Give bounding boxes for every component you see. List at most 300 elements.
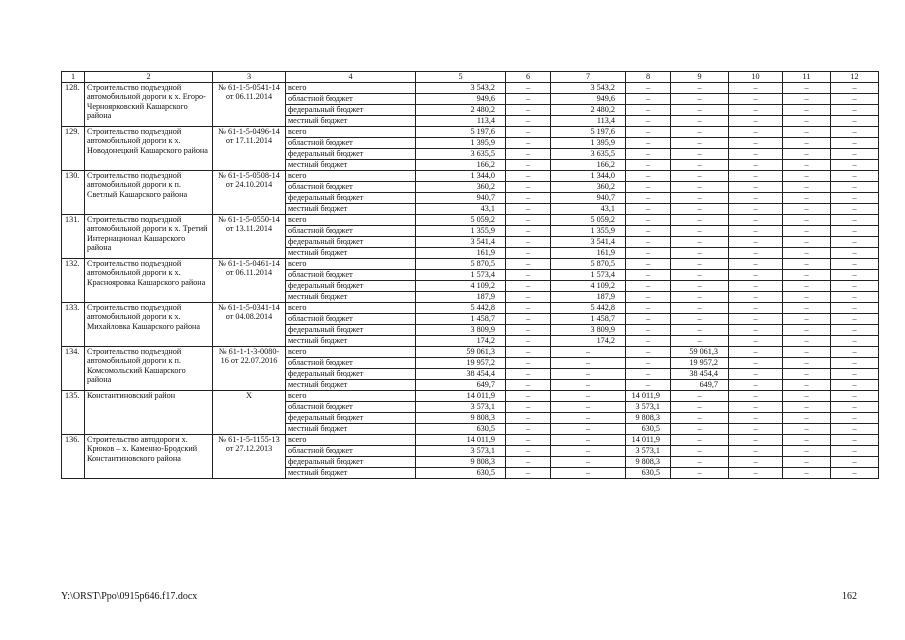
value-cell: 3 809,9 [551, 324, 626, 335]
object-name: Строительство автодороги х. Крюков – х. Каменно-Бродский Константиновского района [85, 434, 213, 478]
value-cell: – [783, 192, 831, 203]
value-cell: 949,6 [416, 93, 506, 104]
value-cell: – [626, 203, 671, 214]
value-cell: – [831, 335, 879, 346]
value-cell: – [783, 423, 831, 434]
value-cell: – [729, 467, 783, 478]
row-number: 132. [62, 258, 85, 302]
column-header-3: 3 [213, 72, 286, 83]
value-cell: – [506, 346, 551, 357]
value-cell: – [626, 247, 671, 258]
value-cell: – [626, 93, 671, 104]
value-cell: – [506, 302, 551, 313]
column-header-5: 5 [416, 72, 506, 83]
footer-file-path: Y:\ORST\Ppo\0915p646.f17.docx [61, 591, 198, 602]
value-cell: – [783, 170, 831, 181]
value-cell: – [729, 313, 783, 324]
value-cell: – [729, 225, 783, 236]
value-cell: – [783, 368, 831, 379]
value-cell: – [729, 115, 783, 126]
value-cell: – [783, 280, 831, 291]
value-cell: 5 870,5 [551, 258, 626, 269]
value-cell: 9 808,3 [626, 456, 671, 467]
value-cell: 360,2 [416, 181, 506, 192]
value-cell: 9 808,3 [416, 412, 506, 423]
value-cell: – [783, 467, 831, 478]
value-cell: 43,1 [416, 203, 506, 214]
value-cell: 3 543,2 [416, 82, 506, 93]
value-cell: – [783, 126, 831, 137]
value-cell: – [551, 379, 626, 390]
value-cell: – [729, 401, 783, 412]
value-cell: – [831, 82, 879, 93]
value-cell: – [783, 445, 831, 456]
row-number: 135. [62, 390, 85, 434]
funding-source-label: областной бюджет [286, 225, 416, 236]
funding-source-label: всего [286, 434, 416, 445]
value-cell: – [783, 269, 831, 280]
value-cell: 630,5 [416, 467, 506, 478]
value-cell: – [831, 170, 879, 181]
value-cell: 1 458,7 [551, 313, 626, 324]
value-cell: 187,9 [416, 291, 506, 302]
value-cell: 4 109,2 [551, 280, 626, 291]
value-cell: – [671, 423, 729, 434]
value-cell: – [671, 324, 729, 335]
value-cell: – [626, 104, 671, 115]
value-cell: – [783, 335, 831, 346]
value-cell: – [729, 203, 783, 214]
value-cell: – [626, 368, 671, 379]
table-row [62, 126, 879, 137]
value-cell: 1 395,9 [551, 137, 626, 148]
value-cell: 3 635,5 [416, 148, 506, 159]
value-cell: – [729, 214, 783, 225]
row-number: 130. [62, 170, 85, 214]
value-cell: – [831, 126, 879, 137]
value-cell: – [831, 423, 879, 434]
value-cell: 5 870,5 [416, 258, 506, 269]
value-cell: 19 957,2 [671, 357, 729, 368]
value-cell: – [831, 390, 879, 401]
value-cell: – [626, 115, 671, 126]
value-cell: – [671, 192, 729, 203]
value-cell: 3 543,2 [551, 82, 626, 93]
value-cell: – [783, 82, 831, 93]
funding-source-label: областной бюджет [286, 181, 416, 192]
value-cell: – [729, 412, 783, 423]
value-cell: – [671, 456, 729, 467]
value-cell: – [783, 225, 831, 236]
value-cell: – [551, 412, 626, 423]
funding-source-label: областной бюджет [286, 357, 416, 368]
value-cell: – [671, 82, 729, 93]
value-cell: – [626, 170, 671, 181]
value-cell: 940,7 [551, 192, 626, 203]
funding-source-label: всего [286, 302, 416, 313]
value-cell: – [506, 115, 551, 126]
value-cell: – [671, 412, 729, 423]
value-cell: – [671, 126, 729, 137]
value-cell: – [671, 401, 729, 412]
value-cell: – [831, 104, 879, 115]
value-cell: – [729, 269, 783, 280]
funding-source-label: федеральный бюджет [286, 148, 416, 159]
value-cell: 5 442,8 [551, 302, 626, 313]
funding-source-label: федеральный бюджет [286, 368, 416, 379]
object-name: Строительство подъездной автомобильной дороги к х. Краснояровка Кашарского района [85, 258, 213, 302]
funding-source-label: местный бюджет [286, 335, 416, 346]
value-cell: – [783, 247, 831, 258]
value-cell: 59 061,3 [416, 346, 506, 357]
object-name: Константиновский район [85, 390, 213, 434]
value-cell: 174,2 [551, 335, 626, 346]
value-cell: – [729, 280, 783, 291]
value-cell: 113,4 [551, 115, 626, 126]
value-cell: – [626, 346, 671, 357]
value-cell: – [783, 357, 831, 368]
column-header-4: 4 [286, 72, 416, 83]
value-cell: – [783, 148, 831, 159]
table-row [62, 82, 879, 93]
value-cell: – [506, 247, 551, 258]
funding-source-label: местный бюджет [286, 379, 416, 390]
value-cell: 14 011,9 [416, 434, 506, 445]
value-cell: 166,2 [416, 159, 506, 170]
value-cell: – [551, 423, 626, 434]
value-cell: – [671, 280, 729, 291]
value-cell: – [671, 148, 729, 159]
value-cell: – [671, 93, 729, 104]
value-cell: – [729, 247, 783, 258]
object-name: Строительство подъездной автомобильной дороги к х. Третий Интернационал Кашарского района [85, 214, 213, 258]
object-name: Строительство подъездной автомобильной дороги к х. Михайловка Кашарского района [85, 302, 213, 346]
value-cell: – [506, 379, 551, 390]
value-cell: 14 011,9 [416, 390, 506, 401]
value-cell: – [783, 346, 831, 357]
value-cell: – [626, 302, 671, 313]
column-header-12: 12 [831, 72, 879, 83]
funding-source-label: местный бюджет [286, 203, 416, 214]
value-cell: – [783, 258, 831, 269]
value-cell: 187,9 [551, 291, 626, 302]
value-cell: 649,7 [671, 379, 729, 390]
value-cell: – [671, 214, 729, 225]
value-cell: – [551, 357, 626, 368]
funding-source-label: всего [286, 214, 416, 225]
value-cell: – [783, 236, 831, 247]
value-cell: – [671, 203, 729, 214]
value-cell: – [729, 445, 783, 456]
value-cell: 5 197,6 [416, 126, 506, 137]
funding-source-label: федеральный бюджет [286, 456, 416, 467]
value-cell: – [831, 434, 879, 445]
value-cell: 3 573,1 [626, 401, 671, 412]
value-cell: 360,2 [551, 181, 626, 192]
value-cell: – [831, 291, 879, 302]
funding-source-label: областной бюджет [286, 93, 416, 104]
value-cell: – [506, 181, 551, 192]
value-cell: – [506, 390, 551, 401]
value-cell: 9 808,3 [626, 412, 671, 423]
value-cell: – [626, 357, 671, 368]
value-cell: 38 454,4 [671, 368, 729, 379]
value-cell: 649,7 [416, 379, 506, 390]
value-cell: – [729, 192, 783, 203]
document-ref: № 61-1-5-0341-14 от 04.08.2014 [213, 302, 286, 346]
table-row [62, 390, 879, 401]
value-cell: – [783, 93, 831, 104]
value-cell: 1 573,4 [416, 269, 506, 280]
row-number: 134. [62, 346, 85, 390]
value-cell: – [671, 291, 729, 302]
value-cell: – [626, 236, 671, 247]
row-number: 133. [62, 302, 85, 346]
value-cell: – [729, 93, 783, 104]
value-cell: – [671, 269, 729, 280]
value-cell: – [729, 236, 783, 247]
value-cell: – [671, 390, 729, 401]
value-cell: – [729, 434, 783, 445]
value-cell: – [783, 412, 831, 423]
column-header-1: 1 [62, 72, 85, 83]
column-header-6: 6 [506, 72, 551, 83]
value-cell: – [626, 159, 671, 170]
value-cell: – [831, 137, 879, 148]
value-cell: – [506, 258, 551, 269]
document-ref: № 61-1-5-1155-13 от 27.12.2013 [213, 434, 286, 478]
value-cell: – [783, 214, 831, 225]
value-cell: 949,6 [551, 93, 626, 104]
funding-source-label: местный бюджет [286, 467, 416, 478]
value-cell: – [831, 313, 879, 324]
value-cell: – [626, 379, 671, 390]
value-cell: – [626, 192, 671, 203]
value-cell: – [783, 434, 831, 445]
value-cell: 5 059,2 [416, 214, 506, 225]
value-cell: 161,9 [551, 247, 626, 258]
value-cell: – [783, 137, 831, 148]
value-cell: – [783, 390, 831, 401]
value-cell: – [783, 104, 831, 115]
value-cell: – [831, 236, 879, 247]
value-cell: – [671, 335, 729, 346]
value-cell: – [506, 324, 551, 335]
funding-source-label: федеральный бюджет [286, 412, 416, 423]
value-cell: – [551, 401, 626, 412]
value-cell: – [506, 445, 551, 456]
value-cell: – [729, 159, 783, 170]
value-cell: – [626, 324, 671, 335]
funding-source-label: всего [286, 346, 416, 357]
funding-source-label: местный бюджет [286, 423, 416, 434]
row-number: 129. [62, 126, 85, 170]
column-header-9: 9 [671, 72, 729, 83]
value-cell: – [671, 181, 729, 192]
value-cell: 1 344,0 [551, 170, 626, 181]
object-name: Строительство подъездной автомобильной дороги к п. Светлый Кашарского района [85, 170, 213, 214]
value-cell: – [671, 445, 729, 456]
value-cell: – [729, 302, 783, 313]
value-cell: – [831, 247, 879, 258]
document-ref: № 61-1-5-0496-14 от 17.11.2014 [213, 126, 286, 170]
column-header-11: 11 [783, 72, 831, 83]
row-number: 128. [62, 82, 85, 126]
value-cell: – [729, 170, 783, 181]
funding-source-label: федеральный бюджет [286, 324, 416, 335]
value-cell: – [551, 390, 626, 401]
value-cell: – [729, 390, 783, 401]
value-cell: – [671, 225, 729, 236]
value-cell: 113,4 [416, 115, 506, 126]
page-number: 162 [842, 591, 857, 602]
value-cell: 9 808,3 [416, 456, 506, 467]
value-cell: – [506, 269, 551, 280]
value-cell: – [506, 280, 551, 291]
value-cell: 5 059,2 [551, 214, 626, 225]
row-number: 131. [62, 214, 85, 258]
value-cell: – [831, 401, 879, 412]
value-cell: 161,9 [416, 247, 506, 258]
table-row [62, 214, 879, 225]
value-cell: 3 809,9 [416, 324, 506, 335]
value-cell: – [729, 335, 783, 346]
value-cell: – [729, 104, 783, 115]
table-row [62, 434, 879, 445]
value-cell: – [626, 225, 671, 236]
value-cell: – [506, 368, 551, 379]
value-cell: – [626, 137, 671, 148]
funding-source-label: местный бюджет [286, 159, 416, 170]
value-cell: – [831, 302, 879, 313]
value-cell: – [729, 456, 783, 467]
value-cell: – [831, 214, 879, 225]
value-cell: – [831, 159, 879, 170]
value-cell: – [506, 203, 551, 214]
column-header-7: 7 [551, 72, 626, 83]
value-cell: 630,5 [416, 423, 506, 434]
value-cell: – [831, 181, 879, 192]
value-cell: – [626, 214, 671, 225]
value-cell: – [729, 137, 783, 148]
column-header-2: 2 [85, 72, 213, 83]
value-cell: – [783, 181, 831, 192]
value-cell: – [729, 126, 783, 137]
column-number-row [62, 72, 879, 83]
value-cell: – [783, 379, 831, 390]
funding-source-label: местный бюджет [286, 115, 416, 126]
value-cell: – [506, 82, 551, 93]
value-cell: – [729, 148, 783, 159]
value-cell: – [671, 236, 729, 247]
value-cell: – [831, 258, 879, 269]
value-cell: – [783, 401, 831, 412]
value-cell: – [831, 456, 879, 467]
value-cell: – [729, 291, 783, 302]
value-cell: – [783, 302, 831, 313]
value-cell: – [831, 412, 879, 423]
value-cell: – [783, 203, 831, 214]
value-cell: 4 109,2 [416, 280, 506, 291]
value-cell: – [831, 192, 879, 203]
value-cell: – [671, 467, 729, 478]
value-cell: – [671, 137, 729, 148]
value-cell: – [671, 115, 729, 126]
value-cell: – [626, 269, 671, 280]
value-cell: – [831, 445, 879, 456]
value-cell: 2 480,2 [416, 104, 506, 115]
value-cell: – [551, 368, 626, 379]
value-cell: 174,2 [416, 335, 506, 346]
value-cell: – [729, 324, 783, 335]
value-cell: – [506, 148, 551, 159]
funding-source-label: всего [286, 126, 416, 137]
value-cell: – [506, 434, 551, 445]
value-cell: 630,5 [626, 467, 671, 478]
value-cell: 1 458,7 [416, 313, 506, 324]
value-cell: 1 355,9 [551, 225, 626, 236]
value-cell: 166,2 [551, 159, 626, 170]
value-cell: – [506, 225, 551, 236]
column-header-8: 8 [626, 72, 671, 83]
table-row [62, 346, 879, 357]
funding-source-label: всего [286, 258, 416, 269]
value-cell: – [626, 280, 671, 291]
value-cell: 1 344,0 [416, 170, 506, 181]
value-cell: – [506, 467, 551, 478]
value-cell: – [831, 225, 879, 236]
document-ref: Х [213, 390, 286, 434]
value-cell: – [671, 170, 729, 181]
value-cell: – [831, 467, 879, 478]
value-cell: – [506, 357, 551, 368]
value-cell: – [783, 456, 831, 467]
value-cell: 940,7 [416, 192, 506, 203]
value-cell: – [729, 368, 783, 379]
funding-source-label: местный бюджет [286, 247, 416, 258]
value-cell: – [506, 126, 551, 137]
value-cell: – [671, 434, 729, 445]
value-cell: – [506, 401, 551, 412]
value-cell: – [729, 346, 783, 357]
value-cell: – [831, 269, 879, 280]
value-cell: – [506, 236, 551, 247]
value-cell: – [551, 456, 626, 467]
value-cell: – [671, 258, 729, 269]
value-cell: 14 011,9 [626, 390, 671, 401]
funding-source-label: областной бюджет [286, 401, 416, 412]
funding-source-label: федеральный бюджет [286, 104, 416, 115]
value-cell: 38 454,4 [416, 368, 506, 379]
value-cell: – [506, 335, 551, 346]
value-cell: – [831, 379, 879, 390]
value-cell: 3 541,4 [551, 236, 626, 247]
value-cell: – [729, 423, 783, 434]
value-cell: 59 061,3 [671, 346, 729, 357]
value-cell: 1 573,4 [551, 269, 626, 280]
funding-source-label: федеральный бюджет [286, 236, 416, 247]
value-cell: – [551, 445, 626, 456]
funding-source-label: областной бюджет [286, 445, 416, 456]
value-cell: 3 541,4 [416, 236, 506, 247]
value-cell: – [626, 258, 671, 269]
funding-source-label: областной бюджет [286, 137, 416, 148]
value-cell: – [831, 115, 879, 126]
document-ref: № 61-1-5-0461-14 от 06.11.2014 [213, 258, 286, 302]
object-name: Строительство подъездной автомобильной дороги к х. Новодонецкий Кашарского района [85, 126, 213, 170]
table-row [62, 258, 879, 269]
value-cell: 2 480,2 [551, 104, 626, 115]
